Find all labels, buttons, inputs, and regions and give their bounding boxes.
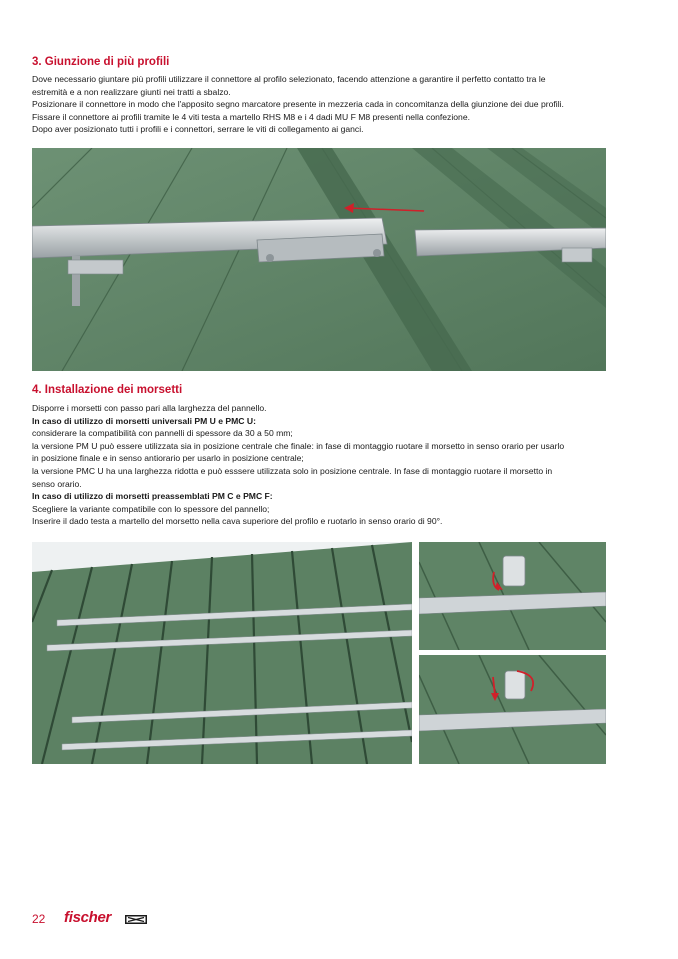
- section-3-line: Dopo aver posizionato tutti i profili e i connettori, serrare le viti di collegamento ai ganci.: [32, 124, 364, 135]
- section-3-line: Dove necessario giuntare più profili utilizzare il connettore al profilo selezionato, facendo attenzione a garantire il perfetto contatto tra le: [32, 74, 546, 84]
- rail-joint-illustration: [32, 148, 606, 371]
- section-4-line: Inserire il dado testa a martello del morsetto nella cava superiore del profilo e ruotarlo in senso orario di 90°.: [32, 516, 443, 527]
- section-4-line: Scegliere la variante compatibile con lo spessore del pannello;: [32, 503, 270, 514]
- section-4-heading: 4. Installazione dei morsetti: [32, 384, 183, 396]
- section-3-line: estremità e a non realizzare giunti nei tratti a sbalzo.: [32, 86, 231, 97]
- section-3-body: [32, 73, 622, 136]
- section-4-line: considerare la compatibilità con pannelli di spessore da 30 a 50 mm;: [32, 428, 293, 439]
- section-3-line: Fissare il connettore ai profili tramite le 4 viti testa a martello RHS M8 e i 4 dadi MU F M8 presenti nella confezione.: [32, 111, 470, 122]
- section-4-subheading: In caso di utilizzo di morsetti preassemblati PM C e PMC F:: [32, 491, 273, 502]
- fischer-logo-mark: [125, 915, 147, 924]
- section-3-heading: 3. Giunzione di più profili: [32, 56, 170, 68]
- section-3-line: Posizionare il connettore in modo che l'apposito segno marcatore presente in mezzeria cada in concomitanza della giunzione dei due profili.: [32, 99, 564, 110]
- roof-rails-illustration: [32, 542, 412, 764]
- page-number: 22: [32, 912, 46, 926]
- section-4-line: la versione PM U può essere utilizzata sia in posizione centrale che finale: in fase di montaggio ruotare il morsetto in senso orario per usarlo: [32, 440, 565, 451]
- section-4-line: Disporre i morsetti con passo pari alla larghezza del pannello.: [32, 403, 267, 413]
- section-4-line: senso orario.: [32, 478, 82, 489]
- clamp-detail-bottom: [419, 655, 606, 764]
- section-4-line: la versione PMC U ha una larghezza ridotta e può esssere utilizzata solo in posizione centrale. In fase di montaggio ruotare il morsetto in: [32, 465, 553, 476]
- section-4-body: [32, 402, 622, 528]
- fischer-logo: fischer: [64, 909, 112, 926]
- section-4-line: in posizione finale e in senso antiorario per usarlo in posizione centrale;: [32, 453, 304, 464]
- section-4-subheading: In caso di utilizzo di morsetti universali PM U e PMC U:: [32, 415, 256, 426]
- clamp-detail-top: [419, 542, 606, 650]
